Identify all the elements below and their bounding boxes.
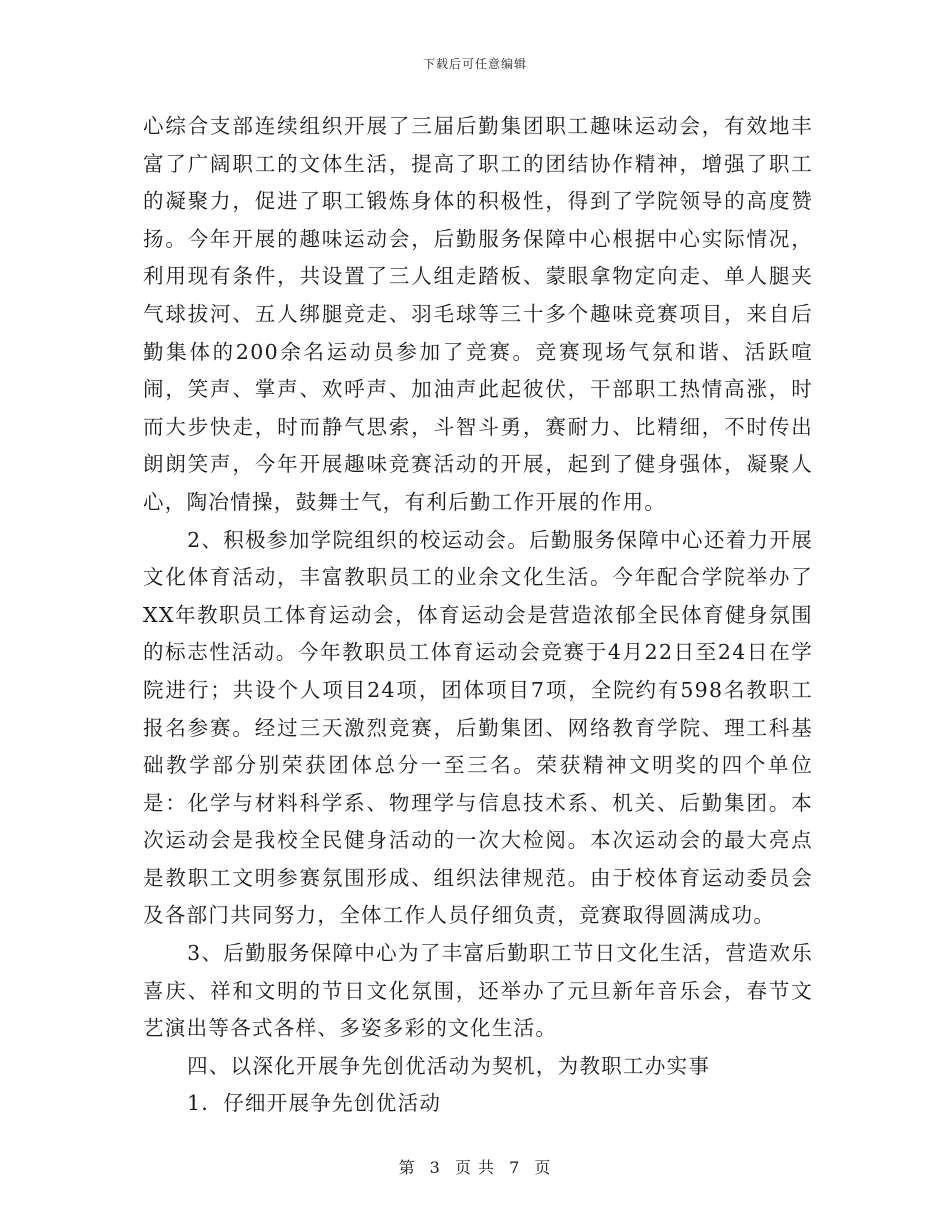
paragraph-holiday-culture: 3、后勤服务保障中心为了丰富后勤职工节日文化生活，营造欢乐喜庆、祥和文明的节日文化氛围，还举办了元旦新年音乐会，春节文艺演出等各式各样、多姿多彩的文化生活。 bbox=[143, 941, 813, 1041]
footer-total-pages: 7 bbox=[509, 1158, 521, 1177]
footer-middle: 页 共 bbox=[454, 1158, 496, 1177]
document-body bbox=[143, 108, 813, 1123]
page-footer bbox=[0, 1155, 950, 1178]
footer-current-page: 3 bbox=[429, 1158, 441, 1177]
section-heading-four: 四、以深化开展争先创优活动为契机，为教职工办实事 bbox=[187, 1053, 711, 1078]
footer-suffix: 页 bbox=[534, 1158, 552, 1177]
paragraph-school-sports-meet: 2、积极参加学院组织的校运动会。后勤服务保障中心还着力开展文化体育活动，丰富教职员工的业余文化生活。今年配合学院举办了XX年教职员工体育运动会，体育运动会是营造浓郁全民体育健身氛围的标志性活动。今年教职员工体育运动会竞赛于4月22日至24日在学院进行；共设个人项目24项，团体项目7项，全院约有598名教职工报名参赛。经过三天激烈竞赛，后勤集团、网络教育学院、理工科基础教学部分别荣获团体总分一至三名。荣获精神文明奖的四个单位是：化学与材料科学系、物理学与信息技术系、机关、后勤集团。本次运动会是我校全民健身活动的一次大检阅。本次运动会的最大亮点是教职工文明参赛氛围形成、组织法律规范。由于校体育运动委员会及各部门共同努力，全体工作人员仔细负责，竞赛取得圆满成功。 bbox=[143, 527, 813, 928]
subheading-one: 1．仔细开展争先创优活动 bbox=[187, 1091, 442, 1116]
paragraph-sports-meet-continued: 心综合支部连续组织开展了三届后勤集团职工趣味运动会，有效地丰富了广阔职工的文体生活，提高了职工的团结协作精神，增强了职工的凝聚力，促进了职工锻炼身体的积极性，得到了学院领导的高度赞扬。今年开展的趣味运动会，后勤服务保障中心根据中心实际情况，利用现有条件，共设置了三人组走踏板、蒙眼拿物定向走、单人腿夹气球拔河、五人绑腿竞走、羽毛球等三十多个趣味竞赛项目，来自后勤集体的200余名运动员参加了竞赛。竞赛现场气氛和谐、活跃喧闹，笑声、掌声、欢呼声、加油声此起彼伏，干部职工热情高涨，时而大步快走，时而静气思索，斗智斗勇，赛耐力、比精细，不时传出朗朗笑声，今年开展趣味竞赛活动的开展，起到了健身强体，凝聚人心，陶冶情操，鼓舞士气，有利后勤工作开展的作用。 bbox=[143, 114, 813, 514]
footer-prefix: 第 bbox=[398, 1158, 416, 1177]
header-note: 下载后可任意编辑 bbox=[422, 57, 527, 71]
